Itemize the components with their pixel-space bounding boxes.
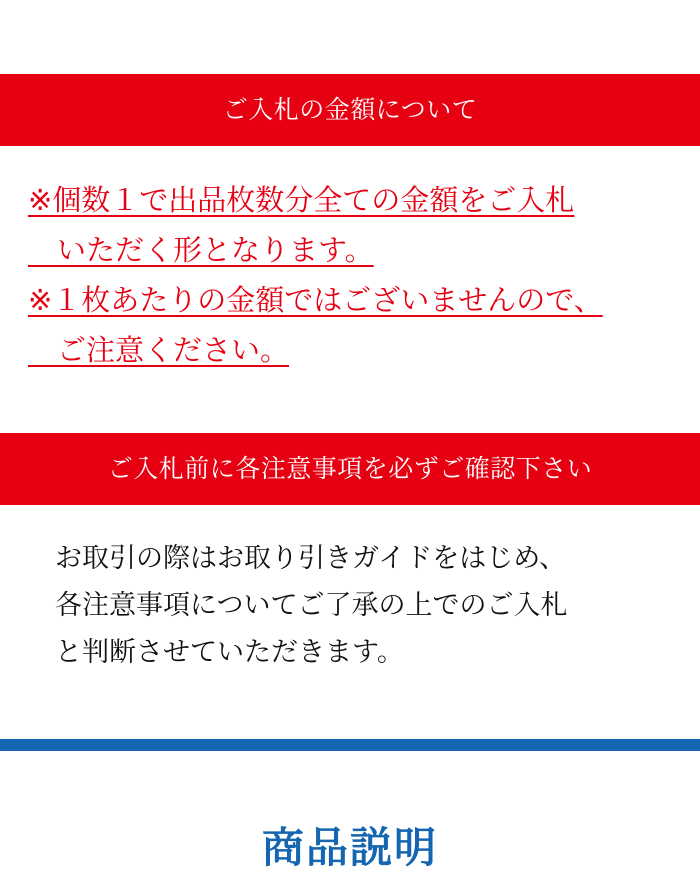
section-title-product-description: 商品説明: [261, 824, 438, 871]
notice-line-4: [28, 326, 672, 376]
body-line-1: お取引の際はお取り引きガイドをはじめ、: [55, 543, 567, 573]
notice-line-2-text: いただく形となります。: [28, 235, 374, 267]
notice-line-4-text: ご注意ください。: [28, 335, 290, 367]
banner-before-bid-title: ご入札前に各注意事項を必ずご確認下さい: [107, 455, 593, 483]
notice-line-2: [28, 226, 672, 276]
body-line-2: 各注意事項についてご了承の上でのご入札: [55, 590, 568, 620]
notice-line-1-text: ※個数１で出品枚数分全ての金額をご入札: [28, 185, 575, 217]
banner-bid-amount-title: ご入札の金額について: [222, 96, 478, 124]
notice-line-1: [28, 176, 672, 226]
notice-line-3-text: ※１枚あたりの金額ではございませんので、: [28, 285, 603, 317]
body-line-3: と判断させていただきます。: [55, 637, 404, 667]
body-paragraph: [0, 535, 700, 676]
section-divider-bar: [0, 739, 700, 751]
notice-block: [0, 176, 700, 376]
notice-line-3: [28, 276, 672, 326]
banner-before-bid: [0, 433, 700, 505]
banner-bid-amount: [0, 74, 700, 146]
